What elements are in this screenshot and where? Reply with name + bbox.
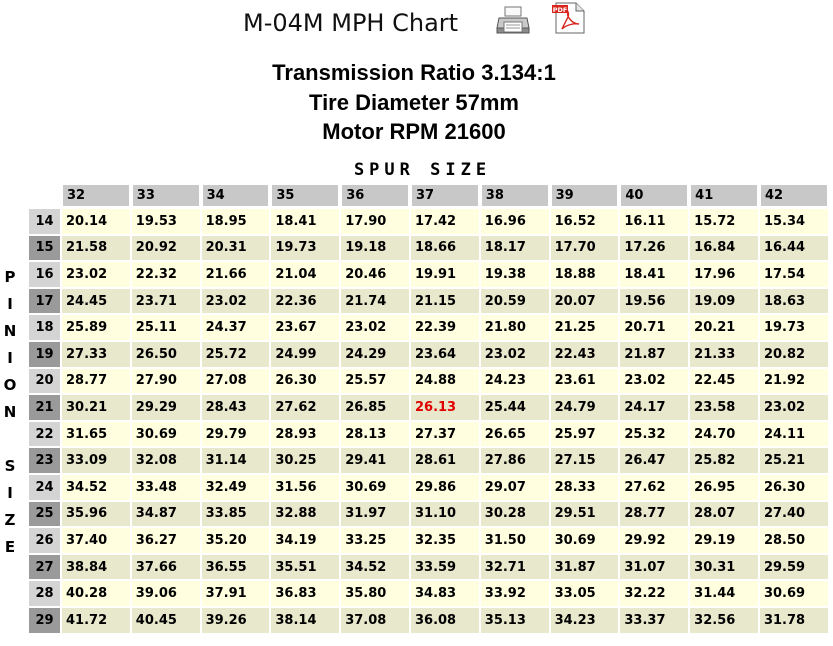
mph-cell: 37.66 [132, 555, 200, 580]
spur-size-header: 38 [481, 184, 549, 207]
mph-cell: 36.08 [411, 608, 479, 633]
mph-cell: 37.08 [341, 608, 409, 633]
mph-cell: 28.77 [62, 369, 130, 394]
mph-cell: 22.32 [132, 262, 200, 287]
mph-cell: 18.63 [760, 289, 828, 314]
mph-cell: 23.02 [760, 395, 828, 420]
pinion-size-cell: 15 [29, 236, 60, 261]
pdf-icon[interactable] [552, 2, 586, 34]
mph-cell: 27.15 [551, 448, 619, 473]
mph-cell: 25.72 [202, 342, 270, 367]
table-row [29, 448, 828, 473]
mph-cell: 35.51 [271, 555, 339, 580]
mph-cell: 20.31 [202, 236, 270, 261]
mph-cell: 40.45 [132, 608, 200, 633]
mph-cell: 24.37 [202, 315, 270, 340]
mph-cell: 26.30 [271, 369, 339, 394]
mph-cell: 15.34 [760, 209, 828, 234]
mph-cell: 30.25 [271, 448, 339, 473]
pinion-size-cell: 23 [29, 448, 60, 473]
pinion-size-cell: 14 [29, 209, 60, 234]
mph-cell: 39.26 [202, 608, 270, 633]
mph-cell: 25.21 [760, 448, 828, 473]
mph-cell: 25.44 [481, 395, 549, 420]
mph-cell: 33.05 [551, 581, 619, 606]
mph-cell: 17.26 [620, 236, 688, 261]
mph-cell: 28.50 [760, 528, 828, 553]
pinion-label-letter: E [4, 538, 16, 556]
mph-cell: 26.95 [690, 475, 758, 500]
mph-cell: 32.22 [620, 581, 688, 606]
mph-cell: 21.33 [690, 342, 758, 367]
mph-cell: 29.51 [551, 502, 619, 527]
mph-cell: 35.20 [202, 528, 270, 553]
pinion-size-cell: 22 [29, 422, 60, 447]
mph-cell: 39.06 [132, 581, 200, 606]
pinion-size-cell: 20 [29, 369, 60, 394]
mph-cell: 21.25 [551, 315, 619, 340]
mph-cell: 21.15 [411, 289, 479, 314]
table-row [29, 528, 828, 553]
mph-cell: 21.80 [481, 315, 549, 340]
mph-cell: 23.64 [411, 342, 479, 367]
mph-cell: 28.13 [341, 422, 409, 447]
spur-size-header: 34 [202, 184, 270, 207]
mph-cell: 23.58 [690, 395, 758, 420]
mph-cell: 32.35 [411, 528, 479, 553]
mph-cell: 25.11 [132, 315, 200, 340]
mph-cell: 19.73 [271, 236, 339, 261]
mph-cell: 19.09 [690, 289, 758, 314]
pinion-label-letter: P [4, 268, 16, 286]
mph-cell: 22.43 [551, 342, 619, 367]
motor-rpm: Motor RPM 21600 [322, 119, 506, 144]
mph-cell: 20.92 [132, 236, 200, 261]
mph-cell: 17.42 [411, 209, 479, 234]
mph-cell: 17.90 [341, 209, 409, 234]
spur-size-header: 41 [690, 184, 758, 207]
mph-cell: 33.25 [341, 528, 409, 553]
mph-cell: 31.07 [620, 555, 688, 580]
mph-cell: 31.65 [62, 422, 130, 447]
mph-cell: 29.29 [132, 395, 200, 420]
table-row [29, 475, 828, 500]
mph-cell: 30.69 [551, 528, 619, 553]
pinion-label-letter [0, 426, 20, 453]
mph-cell: 24.11 [760, 422, 828, 447]
mph-cell: 18.41 [620, 262, 688, 287]
mph-cell: 31.87 [551, 555, 619, 580]
pinion-label-letter: S [4, 457, 16, 475]
mph-cell: 30.21 [62, 395, 130, 420]
mph-cell: 23.02 [341, 315, 409, 340]
pinion-label-letter: O [3, 376, 17, 394]
mph-cell: 33.85 [202, 502, 270, 527]
mph-cell: 30.69 [132, 422, 200, 447]
mph-cell: 36.27 [132, 528, 200, 553]
mph-cell: 28.61 [411, 448, 479, 473]
mph-cell: 24.23 [481, 369, 549, 394]
pinion-size-cell: 18 [29, 315, 60, 340]
spur-size-header: 32 [62, 184, 130, 207]
table-row [29, 502, 828, 527]
table-row [29, 555, 828, 580]
mph-cell: 31.97 [341, 502, 409, 527]
mph-cell: 27.40 [760, 502, 828, 527]
mph-cell: 33.37 [620, 608, 688, 633]
mph-cell: 18.95 [202, 209, 270, 234]
mph-cell: 23.71 [132, 289, 200, 314]
mph-cell: 17.54 [760, 262, 828, 287]
mph-cell: 29.79 [202, 422, 270, 447]
mph-cell: 18.88 [551, 262, 619, 287]
spur-size-header: 36 [341, 184, 409, 207]
mph-cell: 23.02 [620, 369, 688, 394]
spur-header-row [29, 184, 828, 207]
mph-cell: 23.02 [62, 262, 130, 287]
spur-size-header: 40 [620, 184, 688, 207]
table-row [29, 236, 828, 261]
spur-size-header: 39 [551, 184, 619, 207]
mph-cell: 19.73 [760, 315, 828, 340]
mph-cell: 29.07 [481, 475, 549, 500]
mph-cell: 28.43 [202, 395, 270, 420]
pinion-label-letter: I [7, 349, 13, 367]
mph-cell: 30.31 [690, 555, 758, 580]
mph-cell: 40.28 [62, 581, 130, 606]
mph-cell: 32.56 [690, 608, 758, 633]
mph-cell: 34.52 [341, 555, 409, 580]
spur-size-header: 35 [271, 184, 339, 207]
mph-cell: 35.80 [341, 581, 409, 606]
pinion-label-letter: N [3, 403, 17, 421]
mph-cell: 32.88 [271, 502, 339, 527]
mph-cell: 35.13 [481, 608, 549, 633]
mph-cell: 34.23 [551, 608, 619, 633]
spur-size-label: SPUR SIZE [353, 160, 492, 180]
pinion-size-label [0, 264, 20, 561]
mph-cell: 24.99 [271, 342, 339, 367]
mph-cell: 24.29 [341, 342, 409, 367]
mph-cell: 38.14 [271, 608, 339, 633]
mph-cell: 34.52 [62, 475, 130, 500]
mph-cell: 24.17 [620, 395, 688, 420]
mph-cell: 20.07 [551, 289, 619, 314]
mph-cell: 16.11 [620, 209, 688, 234]
mph-cell: 22.39 [411, 315, 479, 340]
mph-cell: 27.86 [481, 448, 549, 473]
svg-text:PDF: PDF [552, 6, 568, 14]
pinion-size-cell: 26 [29, 528, 60, 553]
mph-cell: 24.70 [690, 422, 758, 447]
mph-cell: 16.96 [481, 209, 549, 234]
mph-cell: 33.59 [411, 555, 479, 580]
pinion-label-letter: I [7, 295, 13, 313]
mph-cell: 26.50 [132, 342, 200, 367]
mph-cell: 35.96 [62, 502, 130, 527]
mph-cell: 25.57 [341, 369, 409, 394]
mph-cell: 21.74 [341, 289, 409, 314]
mph-cell-highlighted: 26.13 [411, 395, 479, 420]
mph-cell: 37.40 [62, 528, 130, 553]
mph-cell: 32.71 [481, 555, 549, 580]
mph-cell: 20.21 [690, 315, 758, 340]
mph-cell: 17.70 [551, 236, 619, 261]
mph-cell: 16.44 [760, 236, 828, 261]
mph-cell: 36.55 [202, 555, 270, 580]
table-row [29, 209, 828, 234]
table-row [29, 608, 828, 633]
mph-cell: 37.91 [202, 581, 270, 606]
mph-cell: 33.09 [62, 448, 130, 473]
mph-cell: 34.87 [132, 502, 200, 527]
mph-cell: 38.84 [62, 555, 130, 580]
mph-cell: 21.66 [202, 262, 270, 287]
mph-cell: 31.50 [481, 528, 549, 553]
mph-cell: 16.84 [690, 236, 758, 261]
mph-cell: 29.86 [411, 475, 479, 500]
page-title: M-04M MPH Chart [243, 9, 459, 37]
mph-cell: 26.85 [341, 395, 409, 420]
mph-cell: 32.49 [202, 475, 270, 500]
mph-cell: 21.87 [620, 342, 688, 367]
pinion-size-cell: 25 [29, 502, 60, 527]
mph-cell: 30.28 [481, 502, 549, 527]
mph-cell: 27.62 [271, 395, 339, 420]
spur-size-header: 33 [132, 184, 200, 207]
mph-cell: 31.10 [411, 502, 479, 527]
printer-icon[interactable] [496, 6, 530, 36]
mph-cell: 20.14 [62, 209, 130, 234]
mph-cell: 29.19 [690, 528, 758, 553]
mph-cell: 27.37 [411, 422, 479, 447]
mph-cell: 19.56 [620, 289, 688, 314]
mph-cell: 23.67 [271, 315, 339, 340]
mph-cell: 34.19 [271, 528, 339, 553]
mph-cell: 26.65 [481, 422, 549, 447]
mph-cell: 33.48 [132, 475, 200, 500]
table-row [29, 289, 828, 314]
mph-cell: 41.72 [62, 608, 130, 633]
mph-cell: 20.82 [760, 342, 828, 367]
mph-cell: 24.79 [551, 395, 619, 420]
mph-cell: 26.30 [760, 475, 828, 500]
table-row [29, 395, 828, 420]
mph-cell: 36.83 [271, 581, 339, 606]
table-corner [29, 184, 60, 207]
mph-cell: 32.08 [132, 448, 200, 473]
spur-size-header: 37 [411, 184, 479, 207]
mph-cell: 20.59 [481, 289, 549, 314]
mph-cell: 21.92 [760, 369, 828, 394]
mph-cell: 18.41 [271, 209, 339, 234]
mph-cell: 29.59 [760, 555, 828, 580]
mph-cell: 23.02 [481, 342, 549, 367]
mph-cell: 24.88 [411, 369, 479, 394]
mph-cell: 19.18 [341, 236, 409, 261]
table-row [29, 342, 828, 367]
mph-cell: 27.08 [202, 369, 270, 394]
pinion-size-cell: 27 [29, 555, 60, 580]
mph-cell: 27.33 [62, 342, 130, 367]
table-row [29, 581, 828, 606]
chart-specs [0, 58, 828, 147]
pinion-size-cell: 21 [29, 395, 60, 420]
mph-cell: 31.78 [760, 608, 828, 633]
mph-cell: 25.97 [551, 422, 619, 447]
mph-cell: 30.69 [760, 581, 828, 606]
mph-cell: 25.89 [62, 315, 130, 340]
mph-cell: 25.82 [690, 448, 758, 473]
pinion-size-cell: 24 [29, 475, 60, 500]
mph-table [27, 182, 830, 635]
tire-diameter: Tire Diameter 57mm [309, 89, 519, 115]
mph-cell: 23.61 [551, 369, 619, 394]
pinion-size-cell: 19 [29, 342, 60, 367]
pinion-size-cell: 17 [29, 289, 60, 314]
table-row [29, 369, 828, 394]
mph-cell: 29.41 [341, 448, 409, 473]
pinion-label-letter: Z [4, 511, 16, 529]
table-row [29, 315, 828, 340]
mph-cell: 28.07 [690, 502, 758, 527]
pinion-size-cell: 16 [29, 262, 60, 287]
pinion-size-cell: 29 [29, 608, 60, 633]
mph-cell: 19.38 [481, 262, 549, 287]
mph-cell: 30.69 [341, 475, 409, 500]
mph-cell: 28.33 [551, 475, 619, 500]
pinion-label-letter: I [7, 484, 13, 502]
mph-cell: 23.02 [202, 289, 270, 314]
mph-cell: 18.66 [411, 236, 479, 261]
mph-cell: 28.77 [620, 502, 688, 527]
mph-cell: 31.44 [690, 581, 758, 606]
mph-cell: 22.36 [271, 289, 339, 314]
spur-size-header: 42 [760, 184, 828, 207]
mph-cell: 31.56 [271, 475, 339, 500]
transmission-ratio: Transmission Ratio 3.134:1 [272, 60, 556, 85]
mph-cell: 16.52 [551, 209, 619, 234]
mph-cell: 33.92 [481, 581, 549, 606]
mph-cell: 31.14 [202, 448, 270, 473]
mph-cell: 15.72 [690, 209, 758, 234]
table-row [29, 262, 828, 287]
mph-cell: 20.71 [620, 315, 688, 340]
mph-cell: 26.47 [620, 448, 688, 473]
mph-cell: 28.93 [271, 422, 339, 447]
mph-cell: 21.04 [271, 262, 339, 287]
mph-cell: 22.45 [690, 369, 758, 394]
mph-cell: 24.45 [62, 289, 130, 314]
mph-cell: 21.58 [62, 236, 130, 261]
pinion-size-cell: 28 [29, 581, 60, 606]
mph-cell: 34.83 [411, 581, 479, 606]
mph-cell: 18.17 [481, 236, 549, 261]
mph-cell: 17.96 [690, 262, 758, 287]
mph-cell: 19.53 [132, 209, 200, 234]
mph-cell: 19.91 [411, 262, 479, 287]
mph-cell: 27.90 [132, 369, 200, 394]
mph-cell: 27.62 [620, 475, 688, 500]
mph-cell: 25.32 [620, 422, 688, 447]
pinion-label-letter: N [3, 322, 17, 340]
table-row [29, 422, 828, 447]
mph-cell: 29.92 [620, 528, 688, 553]
mph-cell: 20.46 [341, 262, 409, 287]
